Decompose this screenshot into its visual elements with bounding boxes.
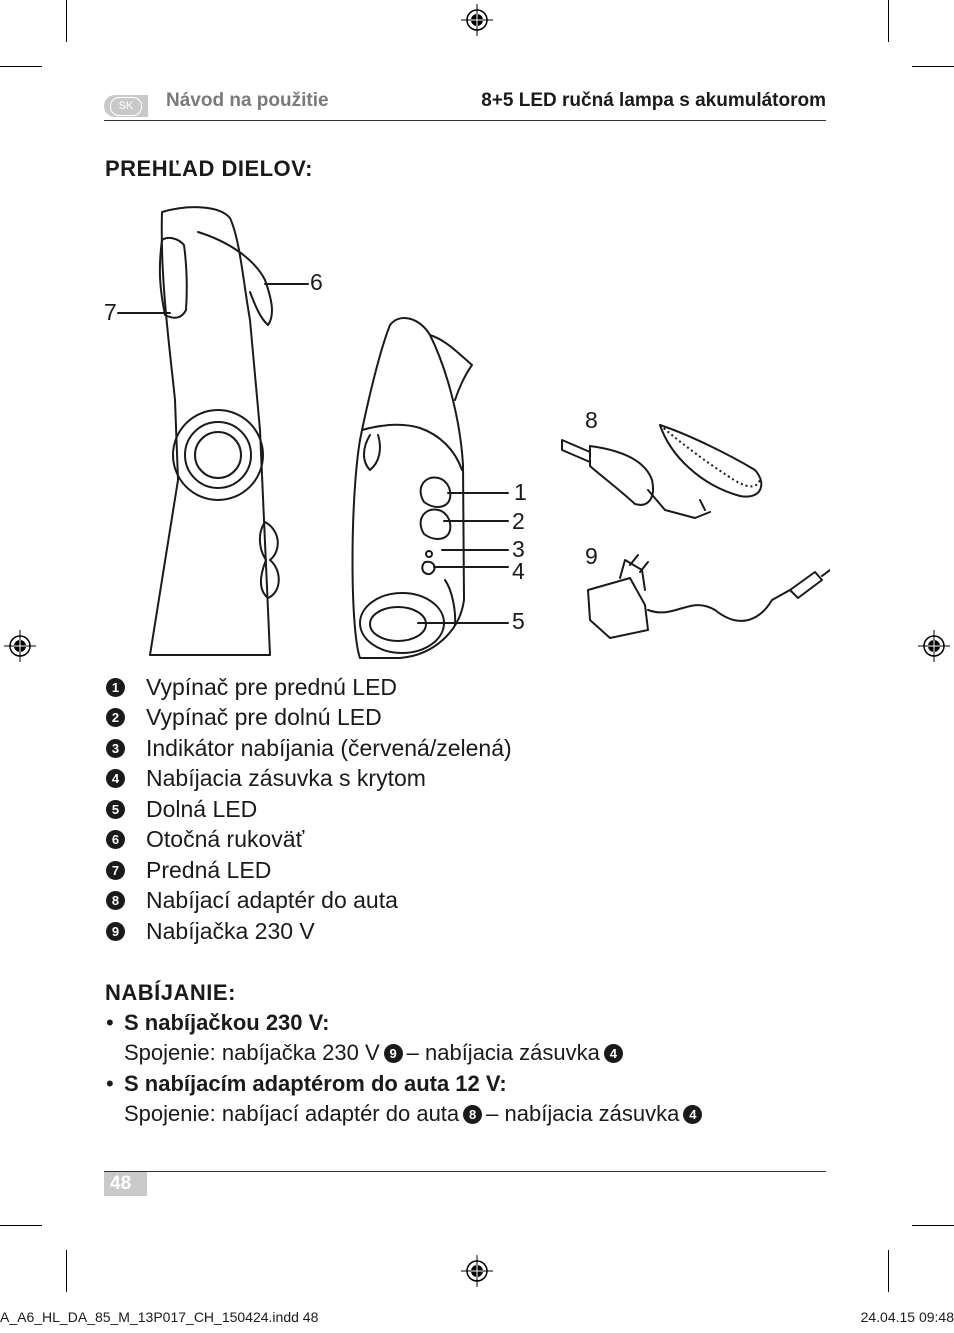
crop-mark (888, 1250, 889, 1292)
part-label: Dolná LED (146, 795, 258, 822)
crop-mark (912, 66, 954, 67)
callout-2: 2 (512, 508, 525, 534)
part-label: Otočná rukoväť (146, 826, 305, 853)
list-item (106, 764, 512, 795)
list-item (106, 703, 512, 734)
language-badge (104, 95, 148, 117)
connection-text: – nabíjacia zásuvka (486, 1101, 680, 1126)
list-item (106, 672, 512, 703)
number-icon: 5 (106, 800, 125, 819)
list-item (106, 855, 512, 886)
part-label: Vypínač pre dolnú LED (146, 704, 382, 731)
bullet-icon: • (106, 1010, 114, 1035)
number-icon: 8 (106, 891, 125, 910)
print-slug-file: A_A6_HL_DA_85_M_13P017_CH_150424.indd 48 (0, 1309, 319, 1325)
number-icon: 3 (106, 739, 125, 758)
footer-divider (104, 1171, 826, 1172)
header-divider (104, 120, 826, 121)
parts-list (106, 672, 512, 947)
charging-item-text (124, 1040, 627, 1066)
language-code: SK (110, 97, 142, 116)
number-icon: 1 (106, 678, 125, 697)
callout-3: 3 (512, 536, 525, 562)
callout-1: 1 (514, 479, 527, 505)
connection-text: – nabíjacia zásuvka (406, 1040, 600, 1065)
connection-text: Spojenie: nabíjací adaptér do auta (124, 1101, 460, 1126)
crop-mark (0, 66, 42, 67)
product-illustration (100, 200, 830, 665)
registration-mark-icon (461, 4, 493, 36)
number-icon: 9 (106, 922, 125, 941)
number-icon: 8 (463, 1105, 482, 1124)
charging-item-text (124, 1101, 706, 1127)
number-icon: 2 (106, 708, 125, 727)
callout-8: 8 (585, 407, 598, 433)
part-label: Nabíjačka 230 V (146, 917, 315, 944)
callout-5: 5 (512, 608, 525, 634)
list-item (106, 916, 512, 947)
registration-mark-icon (918, 630, 950, 662)
number-icon: 9 (384, 1044, 403, 1063)
print-slug-date: 24.04.15 09:48 (860, 1309, 954, 1325)
callout-6: 6 (310, 269, 323, 295)
number-icon: 4 (683, 1105, 702, 1124)
registration-mark-icon (4, 630, 36, 662)
crop-mark (66, 0, 67, 42)
callout-7: 7 (104, 299, 117, 325)
number-icon: 4 (604, 1044, 623, 1063)
charging-item-title: S nabíjacím adaptérom do auta 12 V: (124, 1071, 507, 1096)
part-label: Indikátor nabíjania (červená/zelená) (146, 734, 512, 761)
part-label: Predná LED (146, 856, 272, 883)
overview-heading: PREHĽAD DIELOV: (105, 156, 313, 181)
part-label: Nabíjací adaptér do auta (146, 887, 398, 914)
callout-9: 9 (585, 543, 598, 569)
list-item (106, 825, 512, 856)
registration-mark-icon (461, 1255, 493, 1287)
crop-mark (66, 1250, 67, 1292)
crop-mark (912, 1225, 954, 1226)
bullet-icon: • (106, 1071, 114, 1096)
charging-heading: NABÍJANIE: (105, 980, 236, 1005)
number-icon: 7 (106, 861, 125, 880)
part-label: Vypínač pre prednú LED (146, 673, 398, 700)
list-item (106, 794, 512, 825)
number-icon: 6 (106, 830, 125, 849)
number-icon: 4 (106, 769, 125, 788)
header-product-title: 8+5 LED ručná lampa s akumulátorom (481, 90, 826, 111)
charging-item-title: S nabíjačkou 230 V: (124, 1010, 330, 1035)
list-item (106, 733, 512, 764)
crop-mark (0, 1225, 42, 1226)
part-label: Nabíjacia zásuvka s krytom (146, 765, 426, 792)
connection-text: Spojenie: nabíjačka 230 V (124, 1040, 380, 1065)
page-number: 48 (104, 1172, 147, 1196)
list-item (106, 886, 512, 917)
header-section-title: Návod na použitie (166, 90, 329, 111)
crop-mark (888, 0, 889, 42)
callout-4: 4 (512, 558, 525, 584)
